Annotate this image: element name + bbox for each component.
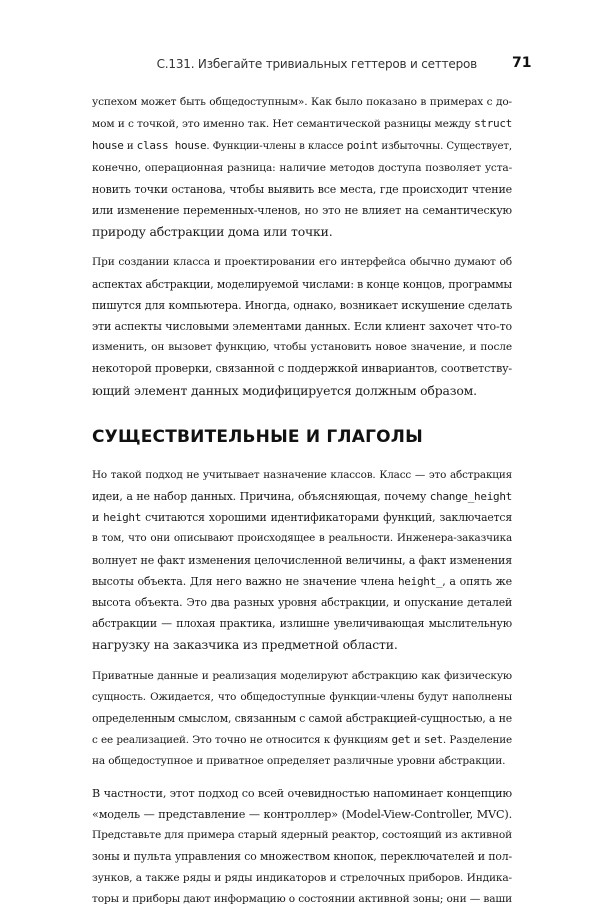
- text-line: аспектах абстракции, моделируемой числами: в конце концов, программы: [92, 277, 512, 291]
- text-run: . Функции-члены в классе: [206, 141, 347, 153]
- code-class-house: class house: [136, 139, 207, 153]
- paragraph-1: [92, 92, 512, 242]
- text-line: «модель — представление — контроллер» (Model-View-Controller, MVC).: [92, 807, 512, 821]
- text-line: [92, 571, 512, 592]
- text-line: [92, 507, 512, 528]
- text-line: сущность. Ожидается, что общедоступные функции-члены будут наполнены: [92, 690, 512, 703]
- text-line: в том, что они описывают происходящее в реальности. Инженера-заказчика: [92, 532, 512, 545]
- text-line: конечно, операционная разница: наличие методов доступа позволяет уста-: [92, 161, 512, 174]
- text-line: нагрузку на заказчика из предметной области.: [92, 637, 398, 653]
- text-line: некоторой проверки, связанной с поддержкой инвариантов, соответству-: [92, 362, 512, 376]
- text-line: новить точки останова, чтобы выявить все места, где происходит чтение: [92, 182, 512, 196]
- text-line: В частности, этот подход со всей очевидностью напоминает концепцию: [92, 786, 512, 800]
- text-run: идеи, а не набор данных. Причина, объясняющая, почему: [92, 490, 430, 504]
- code-height: height: [103, 511, 142, 525]
- text-line: абстракции — плохая практика, излишне увеличивающая мыслительную: [92, 617, 512, 631]
- text-run: , а опять же: [442, 574, 512, 588]
- body-text: [92, 92, 512, 920]
- section-heading: СУЩЕСТВИТЕЛЬНЫЕ И ГЛАГОЛЫ: [92, 426, 423, 447]
- text-line: [92, 135, 512, 157]
- text-run: считаются хорошими идентификаторами функций, заключается: [141, 511, 512, 525]
- text-line: эти аспекты числовыми элементами данных. Если клиент захочет что-то: [92, 320, 512, 334]
- text-line: Приватные данные и реализация моделируют абстракцию как физическую: [92, 669, 512, 682]
- text-line: [92, 729, 512, 751]
- text-line: торы и приборы дают информацию о состоянии активной зоны; они — ваши: [92, 892, 512, 905]
- page-number: 71: [512, 55, 532, 71]
- paragraph-3: [92, 465, 512, 656]
- code-get: get: [391, 733, 411, 747]
- text-line: изменить, он вызовет функцию, чтобы установить новое значение, и после: [92, 341, 512, 354]
- text-run: мом и с точкой, это именно так. Нет семантической разницы между: [92, 118, 475, 131]
- code-change-height: change_height: [429, 490, 512, 504]
- paragraph-4: [92, 666, 512, 773]
- text-run: и: [123, 141, 137, 153]
- code-point: point: [346, 139, 379, 153]
- text-line: [92, 113, 512, 135]
- text-line: Представьте для примера старый ядерный реактор, состоящий из активной: [92, 829, 512, 842]
- code-set: set: [423, 733, 443, 747]
- text-line: природу абстракции дома или точки.: [92, 224, 333, 240]
- code-house: house: [92, 139, 124, 153]
- paragraph-5: [92, 783, 512, 910]
- text-run: высоты объекта. Для него важно не значение члена: [92, 574, 398, 588]
- running-header-title: С.131. Избегайте тривиальных геттеров и сеттеров: [156, 57, 477, 71]
- text-line: Но такой подход не учитывает назначение классов. Класс — это абстракция: [92, 468, 512, 481]
- running-header: [0, 55, 600, 73]
- paragraph-2: [92, 252, 512, 400]
- text-run: и: [92, 511, 104, 525]
- text-run: избыточны. Существует,: [378, 141, 512, 153]
- code-struct: struct: [474, 117, 512, 131]
- text-line: зоны и пульта управления со множеством кнопок, переключателей и пол-: [92, 850, 512, 864]
- text-line: на общедоступное и приватное определяет различные уровни абстракции.: [92, 755, 506, 768]
- text-line: [92, 486, 512, 507]
- text-line: или изменение переменных-членов, но это не влияет на семантическую: [92, 204, 512, 218]
- code-height-member: height_: [397, 574, 443, 588]
- text-line: высота объекта. Это два разных уровня абстракции, и опускание деталей: [92, 596, 512, 610]
- text-line: зунков, а также ряды и ряды индикаторов и стрелочных приборов. Индика-: [92, 871, 512, 884]
- text-line: ющий элемент данных модифицируется должным образом.: [92, 382, 477, 398]
- text-run: . Разделение: [442, 734, 513, 747]
- text-line: определенным смыслом, связанным с самой абстракцией-сущностью, а не: [92, 712, 512, 726]
- text-line: волнует не факт изменения целочисленной величины, а факт изменения: [92, 553, 512, 567]
- text-line: пишутся для компьютера. Иногда, однако, возникает искушение сделать: [92, 298, 513, 312]
- text-run: и: [410, 734, 424, 747]
- text-line: успехом может быть общедоступным». Как было показано в примерах с до-: [92, 96, 512, 108]
- text-run: с ее реализацией. Это точно не относится к функциям: [92, 734, 392, 747]
- text-line: При создании класса и проектировании его интерфейса обычно думают об: [92, 256, 512, 269]
